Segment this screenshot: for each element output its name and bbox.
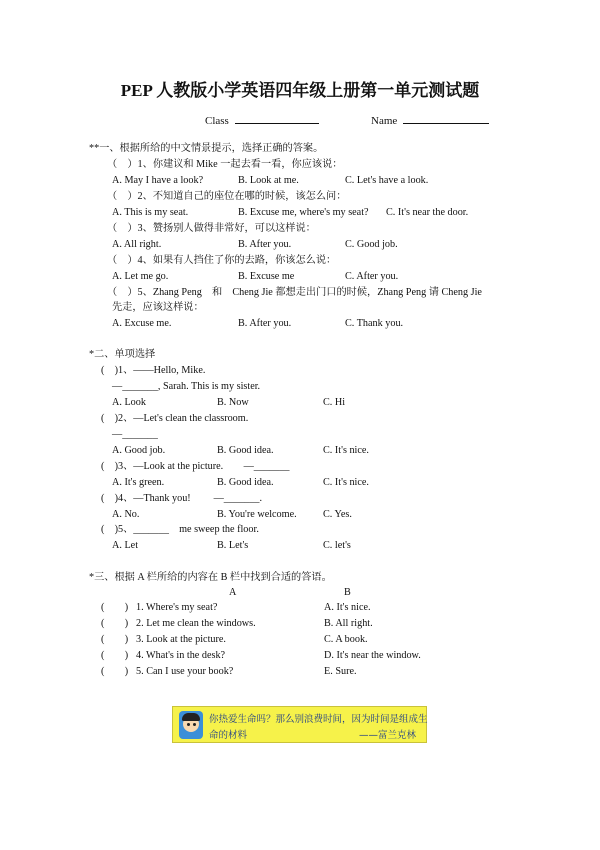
s2-q4-line1: ( )4、—Thank you! —_______. [101, 493, 262, 504]
s2-q5-option-a: A. Let [112, 540, 139, 551]
s1-q1-prompt: （ ）1、你建议和 Mike 一起去看一看，你应该说： [107, 159, 343, 170]
s1-q2-option-c: C. It's near the door. [386, 207, 469, 218]
s3-row4-paren[interactable]: ( ) [101, 650, 129, 661]
s3-row3-paren[interactable]: ( ) [101, 634, 129, 645]
section3-heading: *三、根据 A 栏所给的内容在 B 栏中找到合适的答语。 [89, 572, 332, 583]
s1-q5-option-b: B. After you. [238, 318, 292, 329]
s2-q4-option-c: C. Yes. [323, 509, 352, 520]
class-field [205, 113, 319, 127]
s2-q2-option-c: C. It's nice. [323, 445, 369, 456]
s1-q5-option-c: C. Thank you. [345, 318, 404, 329]
s3-row5-b: E. Sure. [324, 666, 357, 677]
s2-q2-option-a: A. Good job. [112, 445, 166, 456]
s2-q3-line1: ( )3、—Look at the picture. —_______ [101, 461, 290, 472]
s2-q3-option-b: B. Good idea. [217, 477, 274, 488]
s1-q2-option-b: B. Excuse me, where's my seat? [238, 207, 369, 218]
s1-q2-prompt: （ ）2、不知道自己的座位在哪的时候，该怎么问： [107, 191, 347, 202]
page-title: PEP 人教版小学英语四年级上册第一单元测试题 [120, 81, 480, 100]
name-label: Name [371, 115, 398, 127]
s2-q2-option-b: B. Good idea. [217, 445, 274, 456]
s2-q1-option-c: C. Hi [323, 397, 346, 408]
s2-q1-option-b: B. Now [217, 397, 249, 408]
s2-q2-line2: —_______ [112, 429, 158, 440]
s2-q1-line2: —_______, Sarah. This is my sister. [112, 381, 261, 392]
s3-row3-b: C. A book. [324, 634, 368, 645]
s2-q1-option-a: A. Look [112, 397, 146, 408]
s2-q5-option-b: B. Let's [217, 540, 249, 551]
s2-q3-option-c: C. It's nice. [323, 477, 369, 488]
class-label: Class [205, 115, 229, 127]
name-field [371, 113, 489, 127]
s1-q3-prompt: （ ）3、赞扬别人做得非常好，可以这样说： [107, 223, 316, 234]
s3-row4-b: D. It's near the window. [324, 650, 421, 661]
s1-q4-prompt: （ ）4、如果有人挡住了你的去路，你该怎么说： [107, 255, 337, 266]
s1-q5-prompt: （ ）5、Zhang Peng 和 Cheng Jie 都想走出门口的时候，Zhang Peng 请 Cheng Jie [107, 287, 482, 298]
s3-row5-paren[interactable]: ( ) [101, 666, 129, 677]
quote-attribution: ——富兰克林 [358, 730, 416, 741]
column-a-header: A [229, 587, 237, 598]
s2-q4-option-a: A. No. [112, 509, 140, 520]
s1-q1-option-b: B. Look at me. [238, 175, 299, 186]
class-blank[interactable] [235, 113, 319, 124]
column-b-header: B [344, 587, 351, 598]
s3-row2-paren[interactable]: ( ) [101, 618, 129, 629]
s3-row5-a: 5. Can I use your book? [136, 666, 234, 677]
s1-q1-option-a: A. May I have a look? [112, 175, 204, 186]
s1-q5-option-a: A. Excuse me. [112, 318, 172, 329]
s1-q3-option-b: B. After you. [238, 239, 292, 250]
s1-q3-option-c: C. Good job. [345, 239, 398, 250]
s2-q1-line1: ( )1、——Hello, Mike. [101, 365, 206, 376]
s3-row2-a: 2. Let me clean the windows. [136, 618, 256, 629]
s2-q5-line1: ( )5、_______ me sweep the floor. [101, 524, 259, 535]
section1-heading: **一、根据所给的中文情景提示，选择正确的答案。 [89, 143, 324, 154]
s3-row1-b: A. It's nice. [324, 602, 371, 613]
section2-heading: *二、单项选择 [89, 349, 156, 360]
s2-q4-option-b: B. You're welcome. [217, 509, 297, 520]
s1-q4-option-a: A. Let me go. [112, 271, 169, 282]
s1-q3-option-a: A. All right. [112, 239, 162, 250]
s3-row2-b: B. All right. [324, 618, 373, 629]
s3-row1-paren[interactable]: ( ) [101, 602, 129, 613]
s1-q2-option-a: A. This is my seat. [112, 207, 189, 218]
s3-row4-a: 4. What's in the desk? [136, 650, 226, 661]
s1-q4-option-b: B. Excuse me [238, 271, 295, 282]
s1-q4-option-c: C. After you. [345, 271, 399, 282]
s2-q2-line1: ( )2、—Let's clean the classroom. [101, 413, 249, 424]
quote-banner [172, 706, 427, 743]
s2-q3-option-a: A. It's green. [112, 477, 165, 488]
cartoon-boy-icon [179, 711, 203, 739]
s1-q5-prompt-cont: 先走，应该这样说： [112, 302, 204, 313]
s1-q1-option-c: C. Let's have a look. [345, 175, 429, 186]
s2-q5-option-c: C. let's [323, 540, 351, 551]
s3-row3-a: 3. Look at the picture. [136, 634, 226, 645]
name-blank[interactable] [403, 113, 489, 124]
quote-line1: 你热爱生命吗？那么别浪费时间，因为时间是组成生 [209, 714, 428, 725]
s3-row1-a: 1. Where's my seat? [136, 602, 218, 613]
quote-line2: 命的材料 [209, 730, 248, 741]
